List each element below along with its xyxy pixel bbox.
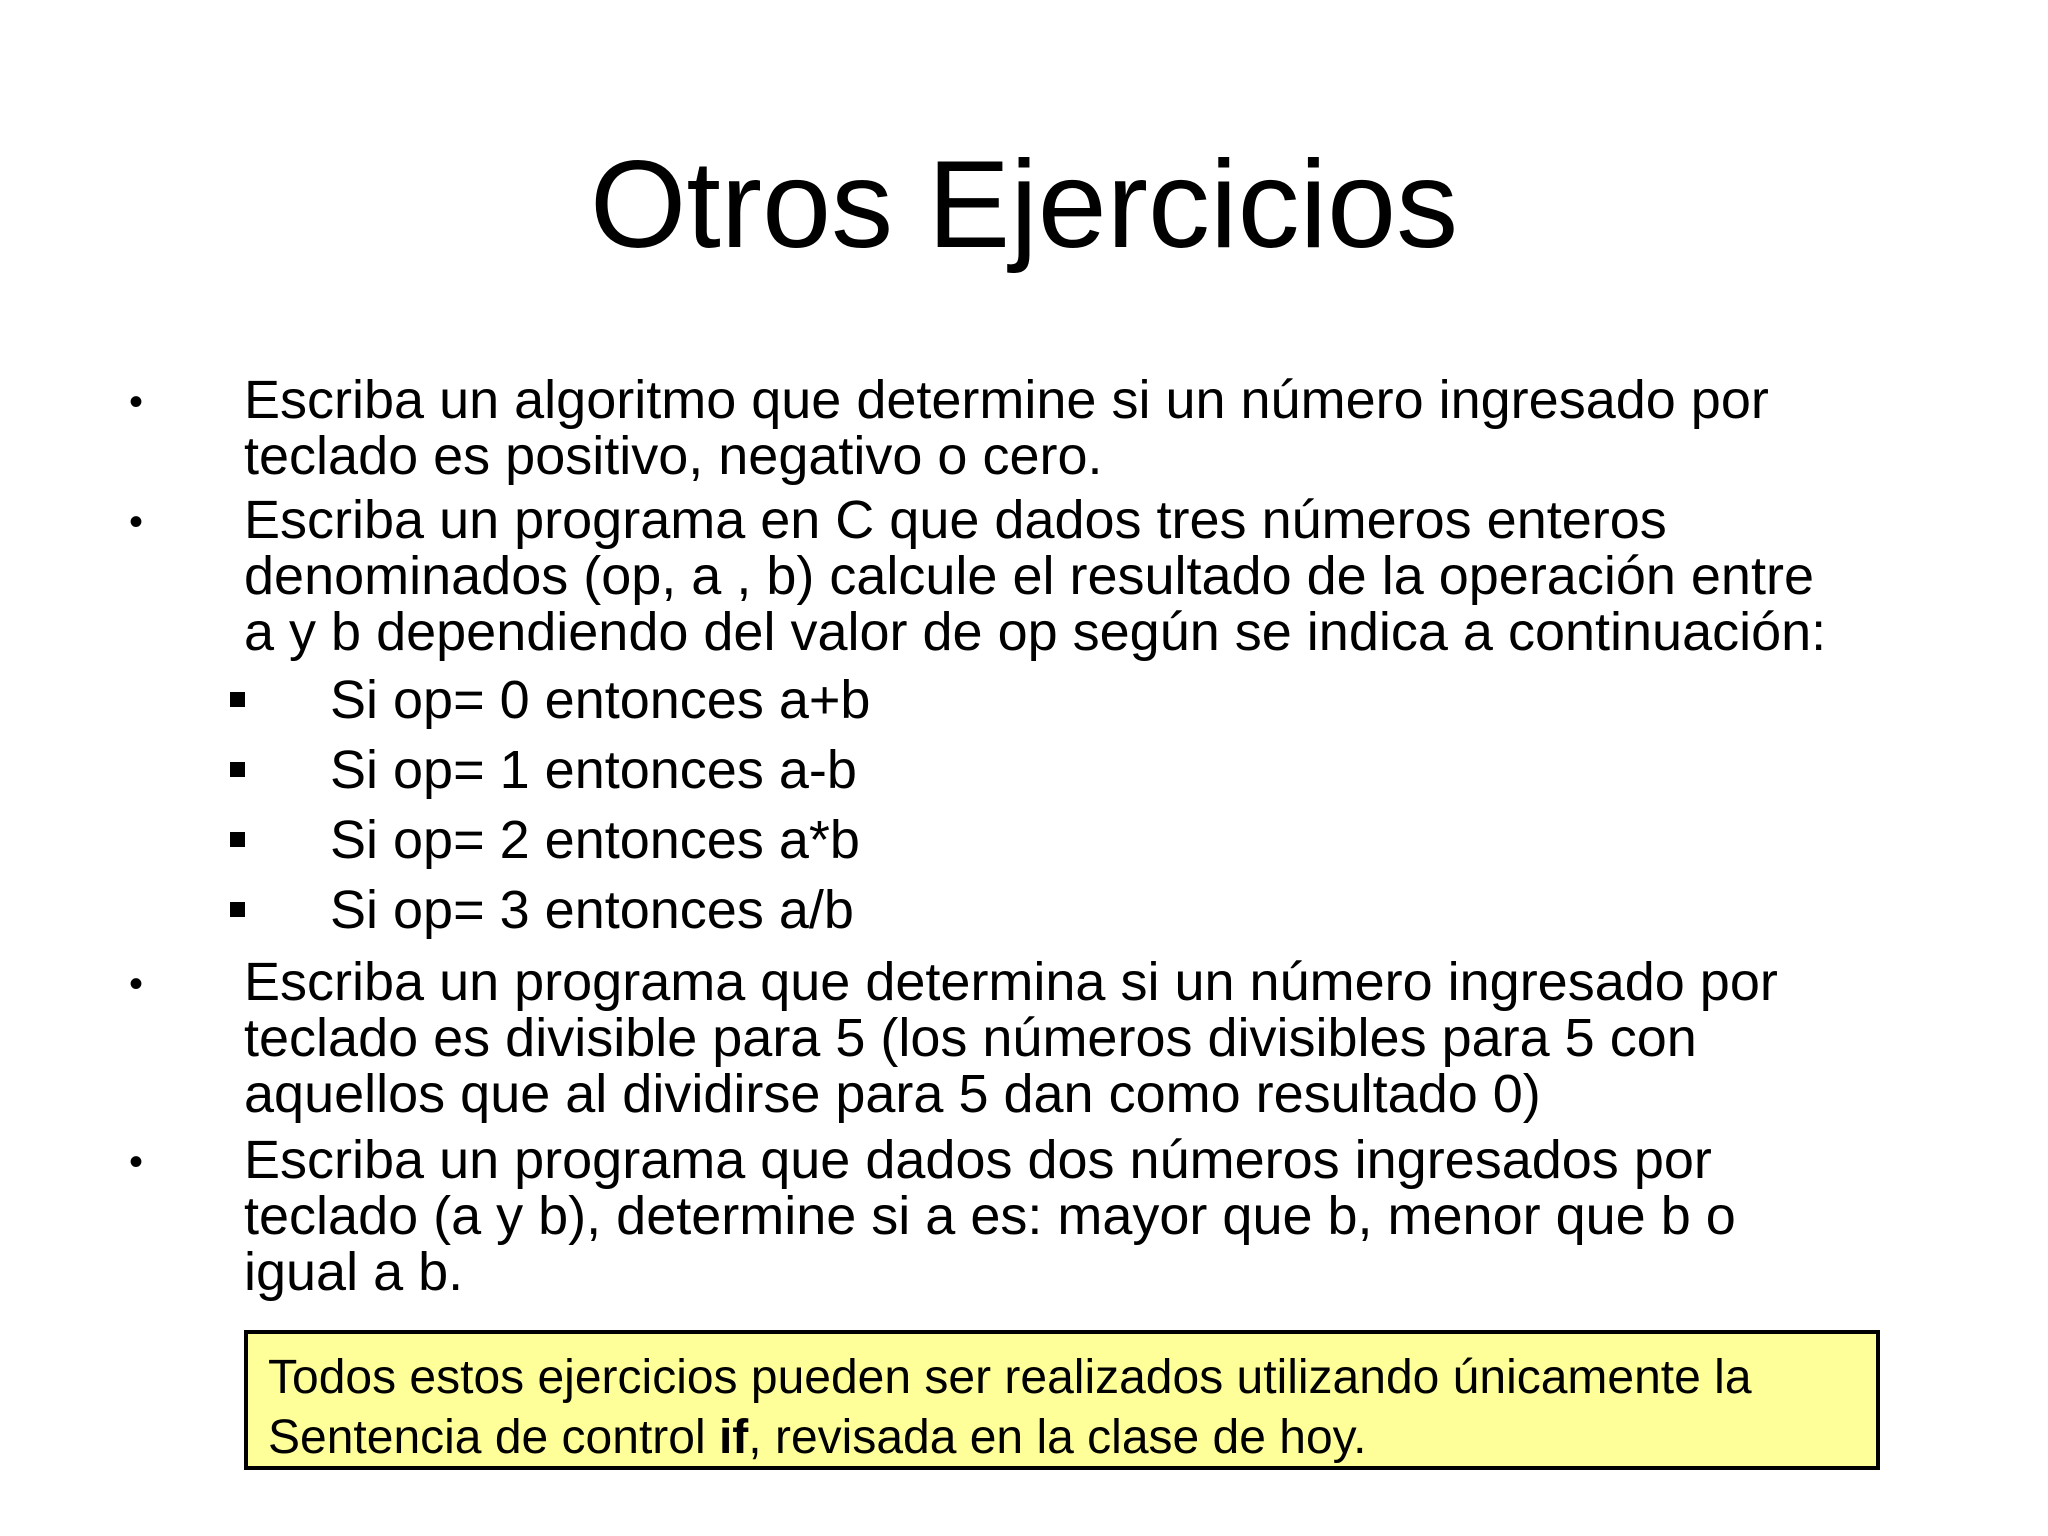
square-bullet-icon [230,832,245,847]
bullet-dot-icon: • [128,1140,143,1184]
bullet-dot-icon: • [128,962,143,1006]
bullet-dot-icon: • [128,500,143,544]
bullet-text: Escriba un programa que determina si un número ingresado por teclado es divisible para 5 (los números divisibles para 5 con aquellos que al dividirse para 5 dan como resultado 0) [244,952,1778,1124]
bullet-text: Escriba un programa que dados dos números ingresados por teclado (a y b), determine si a es: mayor que b, menor que b o igual a b. [244,1130,1736,1302]
bullet-text: Escriba un programa en C que dados tres números enteros denominados (op, a , b) calcule el resultado de la operación entre a y b dependiendo del valor de op según se indica a continuación: [244,490,1827,662]
note-box [244,1330,1880,1470]
sub-bullet-text: Si op= 1 entonces a-b [330,740,857,800]
note-line-1: Todos estos ejercicios pueden ser realizados utilizando únicamente la [268,1351,1752,1404]
square-bullet-icon [230,902,245,917]
sub-bullet-text: Si op= 2 entonces a*b [330,810,860,870]
bullet-text: Escriba un algoritmo que determine si un número ingresado por teclado es positivo, negativo o cero. [244,370,1769,486]
bullet-dot-icon: • [128,380,143,424]
note-keyword-if: if [718,1411,749,1464]
note-text [268,1348,1856,1468]
slide-title: Otros Ejercicios [589,136,1459,274]
square-bullet-icon [230,692,245,707]
note-line-2-suffix: , revisada en la clase de hoy. [748,1411,1367,1464]
note-line-2-prefix: Sentencia de control [268,1411,719,1464]
sub-bullet-text: Si op= 3 entonces a/b [330,880,854,940]
square-bullet-icon [230,762,245,777]
sub-bullet-text: Si op= 0 entonces a+b [330,670,871,730]
